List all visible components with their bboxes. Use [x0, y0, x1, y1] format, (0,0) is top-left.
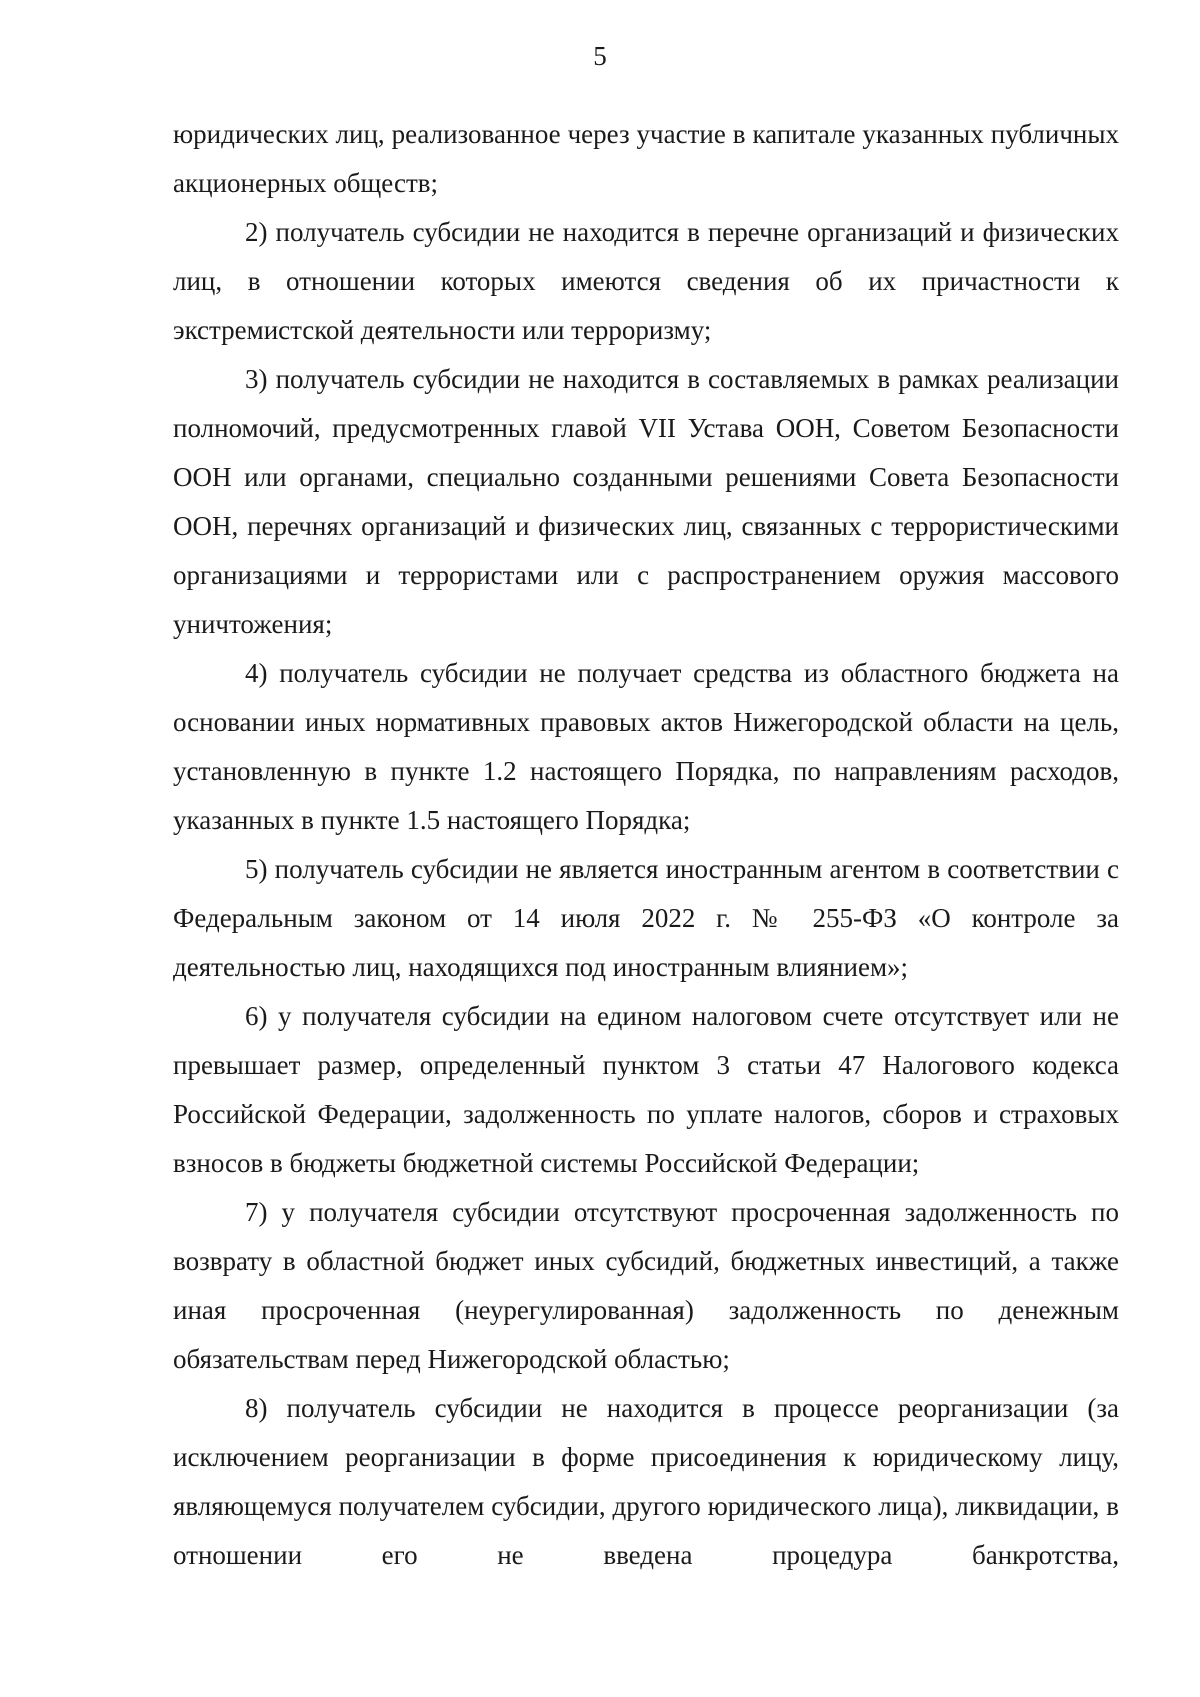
- page-number: 5: [593, 41, 607, 71]
- document-body: [173, 110, 1119, 1580]
- paragraph-item-4: 4) получатель субсидии не получает средства из областного бюджета на основании иных нормативных правовых актов Нижегородской области на цель, установленную в пункте 1.2 настоящего Порядка, по направлениям расходов, указанных в пункте 1.5 настоящего Порядка;: [173, 658, 1119, 835]
- paragraph-item-6: 6) у получателя субсидии на едином налоговом счете отсутствует или не превышает размер, определенный пунктом 3 статьи 47 Налогового кодекса Российской Федерации, задолженность по уплате налогов, сборов и страховых взносов в бюджеты бюджетной системы Российской Федерации;: [173, 1001, 1119, 1178]
- paragraph-item-3: 3) получатель субсидии не находится в составляемых в рамках реализации полномочий, предусмотренных главой VII Устава ООН, Советом Безопасности ООН или органами, специально созданными решениями Совета Безопасности ООН, перечнях организаций и физических лиц, связанных с террористическими организациями и террористами или с распространением оружия массового уничтожения;: [173, 364, 1119, 639]
- paragraph-item-2: 2) получатель субсидии не находится в перечне организаций и физических лиц, в отношении которых имеются сведения об их причастности к экстремистской деятельности или терроризму;: [173, 217, 1119, 345]
- paragraph-item-7: 7) у получателя субсидии отсутствуют просроченная задолженность по возврату в областной бюджет иных субсидий, бюджетных инвестиций, а также иная просроченная (неурегулированная) задолженность по денежным обязательствам перед Нижегородской областью;: [173, 1197, 1119, 1374]
- paragraph-item-8: 8) получатель субсидии не находится в процессе реорганизации (за исключением реорганизации в форме присоединения к юридическому лицу, являющемуся получателем субсидии, другого юридического лица), ликвидации, в отношении его не введена процедура банкротства,: [173, 1393, 1119, 1570]
- paragraph-continuation: юридических лиц, реализованное через участие в капитале указанных публичных акционерных обществ;: [173, 119, 1119, 198]
- paragraph-item-5: 5) получатель субсидии не является иностранным агентом в соответствии с Федеральным законом от 14 июля 2022 г. № 255-ФЗ «О контроле за деятельностью лиц, находящихся под иностранным влиянием»;: [173, 854, 1119, 982]
